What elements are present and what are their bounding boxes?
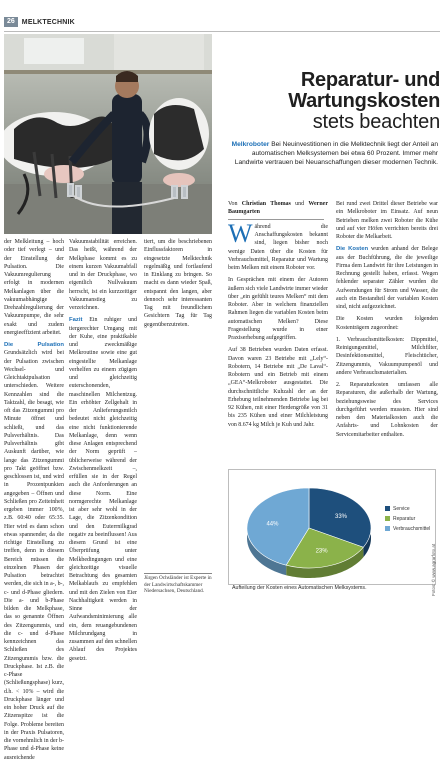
paragraph <box>4 341 64 762</box>
paragraph: In Gesprächen mit einem der Autoren äußern sich viele Landwirte immer wieder über „ein gefühlt teures Melken“ mit dem Roboter. Aber in welchem finanziellen Rahmen liegen die variablen Kosten beim automatischen Melken? Diese Fragestellung wurde in einer Praxiserhebung aufgegriffen. <box>228 277 328 342</box>
title-line-3: stets beachten <box>312 111 440 133</box>
paragraph: tiert, um die beschriebenen Einflussfaktoren in eingesetzte Melktechnik regelmäßig und fortlaufend in Einklang zu bringen. So macht es dann wieder Spaß, entspannt den langen, aber dennoch sehr interessanten Tag mit freundlichem Gesichtern Tag für Tag gegenüberzutreten. <box>144 239 212 328</box>
article-title <box>214 70 440 133</box>
photo-credit: Fotos: © www.agrarfoto.at <box>431 543 436 596</box>
byline-and: und <box>295 201 305 207</box>
legend-label: Reparatur <box>393 516 416 522</box>
column-2 <box>69 238 137 663</box>
paragraph: der Melkleitung – hoch oder tief verlegt – und der Einstellung der Pulsation. Die Vakuumregulierung erfolgt in modernen Melkanlagen über die vakuumabhängige Drehzahlregulierung der Vakuumpumpe, die sehr exakt und zudem energieeffizient arbeitet. <box>4 239 64 336</box>
page-header <box>4 16 75 28</box>
list-item: 2. Reparaturkosten umfassen alle Reparaturen, die außerhalb der Wartung, beziehungsweise des Services durchgeführt werden mussten. Hier sind neben den Materialkosten auch die Anfahrts- und Lohnkosten der Servicemitarbeiter enthalten. <box>336 382 438 438</box>
milking-parlor-photo <box>4 34 212 234</box>
paragraph-text: ährend die Anschaffungskosten bekannt sind, liegen bisher noch wenige Daten über die Kosten für Verbrauchsmittel, Reparatur und Wartung beim Melken mit einem Roboter vor. <box>228 223 328 272</box>
paragraph-text: Ein ruhiger und tiergerechter Umgang mit der Kuhe, eine praktikable und zweckmäßige Melkroutine sowie eine gut eingestellte Melkanlage verhelfen zu einem zügigen und gleichzeitig euterschonenden, maschinellen Milchentzug. Ein erhöhter Zellgehalt in der Anlieferungsmilch bedeutet nicht gleichzeitig eine nicht funktionierende Melkanlage, denn wenn diese Anlagen entsprechend der Norm geprüft – üblicherweise während der Zwischenmelkzeit –, erfüllen sie in der Regel auch die Anforderungen an diese Norm. Eine normgerechte Melkanlage ist aber sehr wohl in der Lage, die Zitzenkondition und den Euterrnilkgrad negativ zu beeinflussen! Aus diesem Grund ist eine Überprüfung unter Melkbedingungen und eine gleichzeitige visuelle Betrachtung des gesamten Melkablaufs zu empfehlen und mit den Zielen von Eier Nachhaltigkeit werden in Sinne der Aufwandsminimierung alle ein, dem reuangebundenen Milchrundgang in zusammen auf den schnellen Ablauf des Projektes gesetzt. <box>69 317 137 662</box>
page-number: 26 <box>4 17 18 27</box>
paragraph-text: Grundsätzlich wird bei der Pulsation zwischen Wechsel- und Gleichtaktpulsation unterschieden. Weitere Kennzahlen sind die Taktzahl, die besagt, wie oft das Zitzengummi pro Minute öffnet und schließt, und das Pulsverhältnis. Das Pulsverhältnis gibt Auskunft darüber, wie lange das Zitzengummi pro Takt geöffnet bzw. geschlossen ist, und wird in Prozentpunkten angegeben – Öffnen und Schließen pro Zeiteinheit ergeben immer 100%, z.B. 60:40 oder 65:35. Hier wird es dann schon etwas spannender, da die richtige Einstellung zu treffen, denn in diesem Bereich müssen die einzelnen Phasen der Pulsation betrachtet werden, die sich in a-, b-, c- und d-Phase gliedern. Die a- und b-Phase bilden die Melkphase, das so genannte Öffnen des Zitzengummis, und die c- und d-Phase kennzeichnen das Schließen des Zitzengummis bzw. die Druckphase. Ist z.B. die c-Phase (Schließungsphase) kurz, d.h. < 10% – wird die Druckphase länger und ein hoher Druck auf die Zitzenspitze ist die Folge. Probleme bereiten in der Praxis Pulsatoren, die vornehmlich in der b-Phase und d-Phase keine ausreichende <box>4 350 64 761</box>
drop-cap: W <box>228 218 253 248</box>
legend-swatch <box>385 506 390 511</box>
author-2: Werner Baumgarten <box>228 201 329 216</box>
legend-swatch <box>385 516 390 521</box>
paragraph: Die Kosten wurden folgenden Kostenträgern zugeordnet: <box>336 316 438 331</box>
subheading-kosten: Die Kosten <box>336 246 369 253</box>
article-lead <box>230 140 438 168</box>
paragraph: Auf 38 Betrieben wurden Daten erfasst. Davon waren 23 Betriebe mit „Lely“-Robotern, 14 Betriebe mit „De Laval“-Robotern und ein Betrieb mit einem „GEA“-Melkroboter ausgestattet. Die durchschnittliche Kuhzahl der an der Erhebung teilnehmenden Betriebe lag bei 92 Kühen, mit einer Herdengröße von 31 bis 235 Kühen und einer Milchleistung von 8.674 kg Milch je Kuh und Jahr. <box>228 347 328 428</box>
column-5 <box>336 200 438 439</box>
pie-data-label: 44% <box>266 521 279 528</box>
column-1 <box>4 238 64 762</box>
legend-swatch <box>385 526 390 531</box>
column-3 <box>144 238 212 329</box>
list-item: 1. Verbrauchsmittelkosten: Dippmittel, Reinigungsmittel, Milchfilter, Desinfektionsmittel, Fleischtücher, Zitzengummis, Vakuumpumpenöl und andere Verbrauchsmaterialien. <box>336 336 438 376</box>
lead-keyword: Melkroboter <box>231 141 270 148</box>
section-label: MELKTECHNIK <box>21 18 75 26</box>
author-1: Christian Thomas <box>241 201 291 207</box>
pie-data-label: 33% <box>335 513 348 520</box>
paragraph-text: wurden anhand der Belege aus der Buchführung, die die jeweilige Firma dem Landwirt für ihre Leistungen in Rechnung gestellt haben, erfasst. Wegen fehlender separater Zähler wurden die Aufwendungen für Strom und Wasser, die auch ein Bestandteil der variablen Kosten sind, nicht aufgezeichnet. <box>336 246 438 310</box>
legend-label: Service <box>393 506 410 512</box>
pie-data-label: 23% <box>315 548 328 555</box>
pie-chart <box>228 469 436 585</box>
title-line-2: Wartungskosten <box>288 90 440 112</box>
byline-from: Von <box>228 201 238 207</box>
paragraph <box>336 245 438 311</box>
header-rule <box>4 31 440 32</box>
paragraph <box>69 316 137 663</box>
title-line-1: Reparatur- und <box>300 69 440 91</box>
subheading-pulsation: Die Pulsation <box>4 342 64 348</box>
chart-caption: Aufteilung der Kosten eines Automatischen Melksystems. <box>232 585 367 591</box>
author-note: Jürgen Ochsländer ist Experte in der Landwirtschaftskammer Niedersachsen, Deutschland. <box>144 575 212 595</box>
legend-label: Verbrauchsmittel <box>393 526 431 532</box>
paragraph: Bei rund zwei Drittel dieser Betriebe war ein Melkroboter im Einsatz. Auf neun Betrieben melken zwei Roboter die Kühe und auf vier Höfen verrichten bereits drei Roboter die Melkarbeit. <box>336 201 438 240</box>
paragraph: Vakuumstabilität erreichen. Das heißt, während der Melkphase kommt es zu einem kurzen Vakuumabfall und in der Druckphase, wo eigentlich Nullvakuum herrscht, ist ein kurzzeitiger Vakuumanstieg zu verzeichnen. <box>69 239 137 311</box>
column-4 <box>228 200 328 429</box>
byline <box>228 200 328 217</box>
lead-text: Bei Neuinvestitionen in die Melktechnik liegt der Anteil an automatischen Melksystemen bei etwa 60 Prozent. Immer mehr Landwirte vertrauen bei Neuanschaffungen dieser modernen Technik. <box>234 141 438 167</box>
chart-legend <box>385 506 430 532</box>
subheading-fazit: Fazit <box>69 317 83 324</box>
paragraph <box>228 218 328 273</box>
